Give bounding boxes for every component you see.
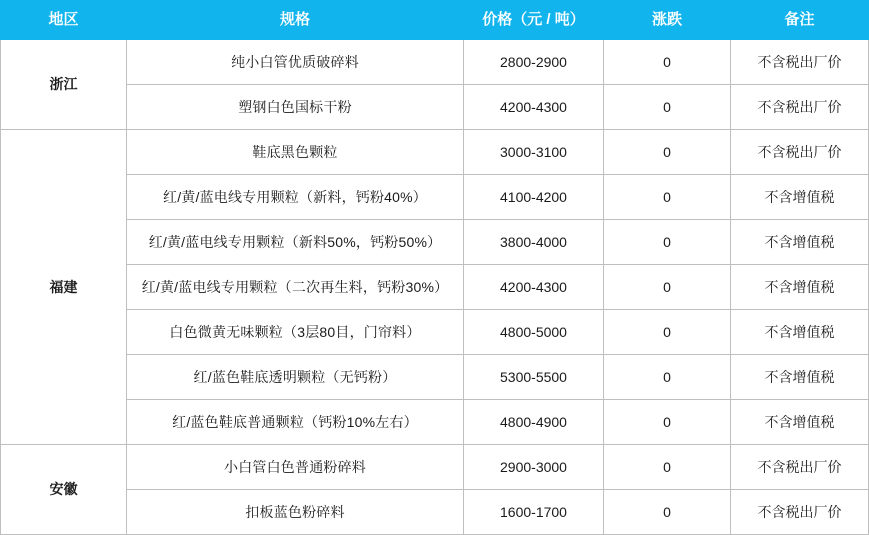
note-cell: 不含增值税 [731, 265, 869, 310]
spec-cell: 塑钢白色国标干粉 [127, 85, 464, 130]
region-cell: 浙江 [1, 40, 127, 130]
price-cell: 4200-4300 [464, 85, 604, 130]
table-header-row [1, 1, 869, 40]
change-cell: 0 [604, 85, 731, 130]
table-row [1, 220, 869, 265]
spec-cell: 小白管白色普通粉碎料 [127, 445, 464, 490]
change-cell: 0 [604, 355, 731, 400]
change-cell: 0 [604, 130, 731, 175]
price-cell: 4800-4900 [464, 400, 604, 445]
table-row [1, 445, 869, 490]
change-cell: 0 [604, 40, 731, 85]
region-cell: 安徽 [1, 445, 127, 535]
table-row [1, 40, 869, 85]
change-cell: 0 [604, 310, 731, 355]
note-cell: 不含税出厂价 [731, 40, 869, 85]
note-cell: 不含税出厂价 [731, 130, 869, 175]
spec-cell: 红/黄/蓝电线专用颗粒（二次再生料，钙粉30%） [127, 265, 464, 310]
price-cell: 4200-4300 [464, 265, 604, 310]
spec-cell: 白色微黄无味颗粒（3层80目，门帘料） [127, 310, 464, 355]
spec-cell: 红/黄/蓝电线专用颗粒（新料50%，钙粉50%） [127, 220, 464, 265]
table-header [1, 1, 869, 40]
region-cell: 福建 [1, 130, 127, 445]
price-cell: 4100-4200 [464, 175, 604, 220]
spec-cell: 扣板蓝色粉碎料 [127, 490, 464, 535]
spec-cell: 红/蓝色鞋底透明颗粒（无钙粉） [127, 355, 464, 400]
price-cell: 2900-3000 [464, 445, 604, 490]
price-cell: 3800-4000 [464, 220, 604, 265]
note-cell: 不含增值税 [731, 400, 869, 445]
table-row [1, 355, 869, 400]
table-row [1, 490, 869, 535]
change-cell: 0 [604, 400, 731, 445]
change-cell: 0 [604, 445, 731, 490]
note-cell: 不含增值税 [731, 175, 869, 220]
change-cell: 0 [604, 265, 731, 310]
change-cell: 0 [604, 490, 731, 535]
note-cell: 不含增值税 [731, 355, 869, 400]
spec-cell: 红/蓝色鞋底普通颗粒（钙粉10%左右） [127, 400, 464, 445]
spec-cell: 纯小白管优质破碎料 [127, 40, 464, 85]
note-cell: 不含税出厂价 [731, 85, 869, 130]
table-row [1, 130, 869, 175]
note-cell: 不含税出厂价 [731, 490, 869, 535]
change-cell: 0 [604, 220, 731, 265]
price-cell: 2800-2900 [464, 40, 604, 85]
price-cell: 5300-5500 [464, 355, 604, 400]
column-header-region: 地区 [1, 1, 127, 40]
table-row [1, 400, 869, 445]
table-row [1, 265, 869, 310]
column-header-change: 涨跌 [604, 1, 731, 40]
column-header-note: 备注 [731, 1, 869, 40]
note-cell: 不含税出厂价 [731, 445, 869, 490]
column-header-price: 价格（元 / 吨） [464, 1, 604, 40]
price-cell: 4800-5000 [464, 310, 604, 355]
column-header-spec: 规格 [127, 1, 464, 40]
table-row [1, 85, 869, 130]
note-cell: 不含增值税 [731, 310, 869, 355]
spec-cell: 鞋底黑色颗粒 [127, 130, 464, 175]
change-cell: 0 [604, 175, 731, 220]
price-cell: 1600-1700 [464, 490, 604, 535]
table-row [1, 175, 869, 220]
table-body [1, 40, 869, 535]
table-row [1, 310, 869, 355]
spec-cell: 红/黄/蓝电线专用颗粒（新料，钙粉40%） [127, 175, 464, 220]
note-cell: 不含增值税 [731, 220, 869, 265]
price-cell: 3000-3100 [464, 130, 604, 175]
